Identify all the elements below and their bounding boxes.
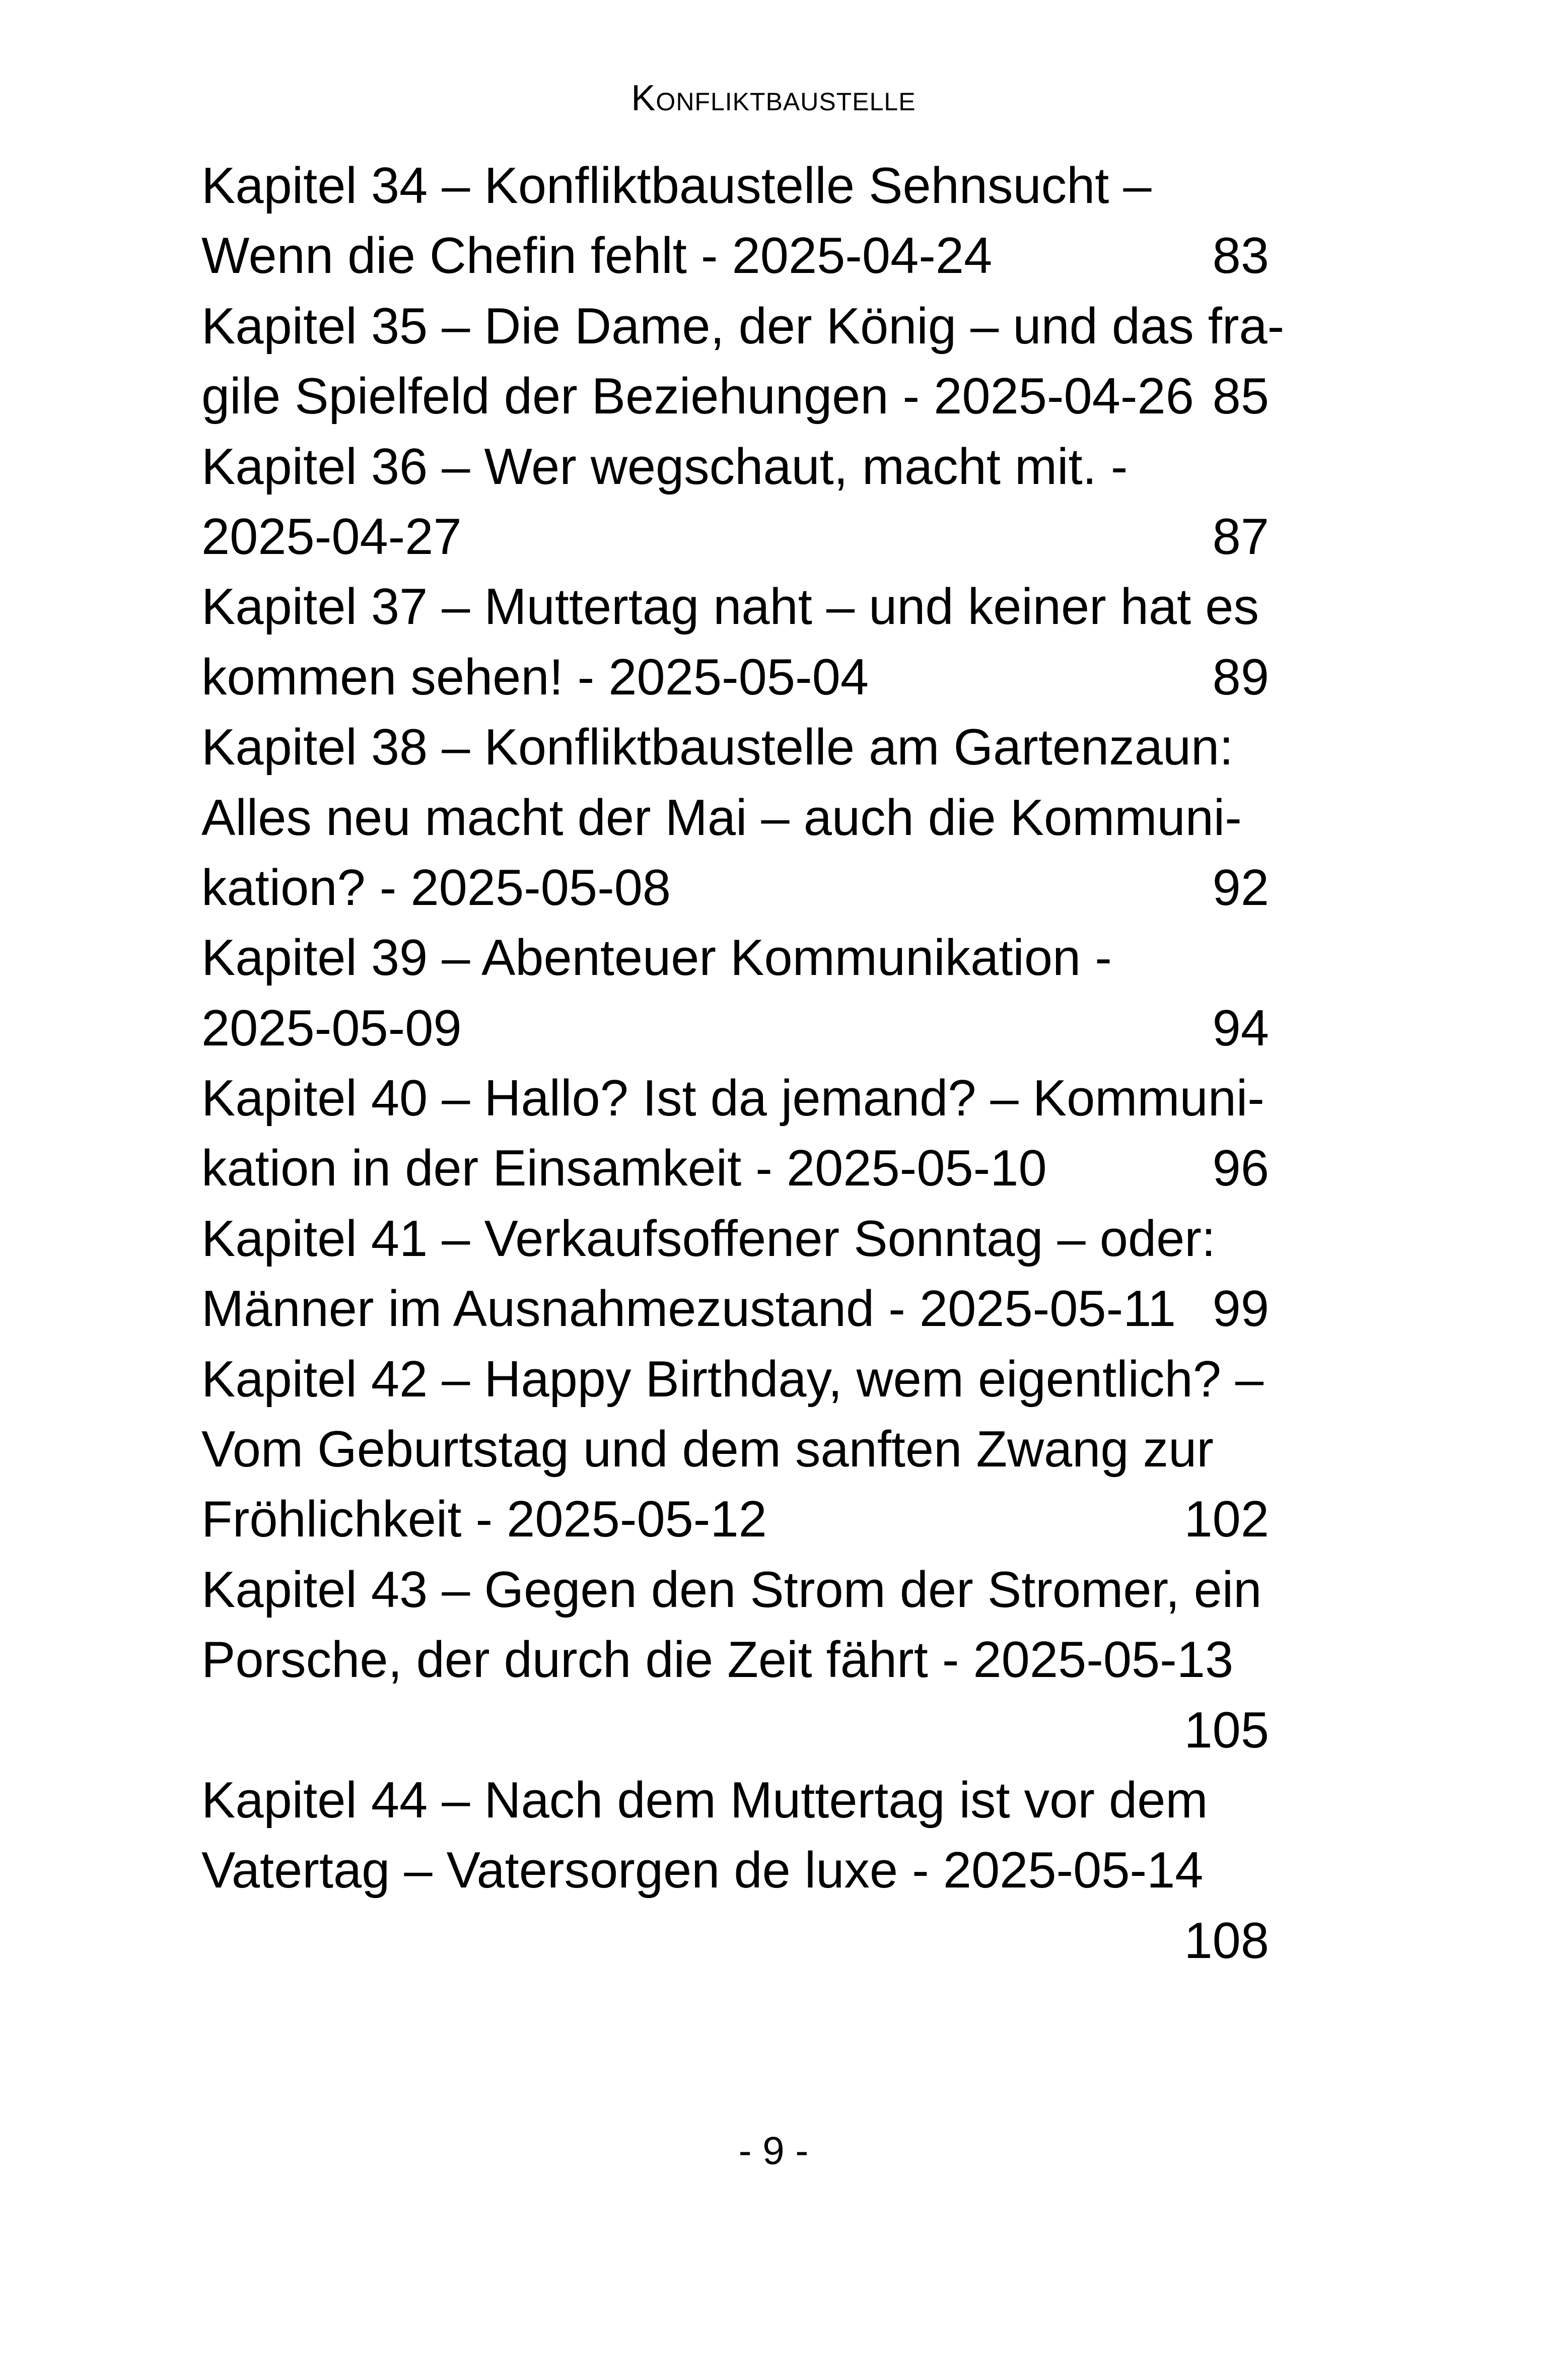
toc-entry-title-text: Alles neu macht der Mai – auch die Kommuni-	[201, 789, 1242, 846]
toc-entry-title-line	[201, 362, 1269, 432]
toc-entry-title-line	[201, 502, 1269, 572]
toc-entry-page-number: 87	[1212, 508, 1269, 565]
toc-entry-page-number: 99	[1212, 1281, 1269, 1338]
toc-entry-title-line	[201, 1064, 1269, 1134]
toc-entry-title-line	[201, 1134, 1269, 1204]
toc-entry-title-line	[201, 1555, 1269, 1625]
toc-entry[interactable]	[201, 151, 1269, 292]
toc-entry-page-number: 85	[1212, 368, 1269, 425]
toc-entry-title-line	[201, 1766, 1269, 1836]
toc-entry-title-text: Kapitel 42 – Happy Birthday, wem eigentlich? –	[201, 1351, 1264, 1408]
toc-entry-title-line	[201, 572, 1269, 642]
toc-entry[interactable]	[201, 292, 1285, 432]
toc-entry-page-number: 92	[1212, 859, 1269, 916]
page-number: - 9 -	[738, 2128, 809, 2173]
toc-entry-title-line	[201, 1274, 1269, 1344]
toc-entry-title-text: Kapitel 40 – Hallo? Ist da jemand? – Kommuni-	[201, 1070, 1264, 1127]
toc-entry-page-number: 96	[1212, 1140, 1269, 1197]
toc-entry-title-line	[201, 994, 1269, 1064]
toc-entry-title-line	[201, 1204, 1269, 1274]
toc-entry-title-line	[201, 923, 1269, 993]
toc-entry-title-text: Kapitel 41 – Verkaufsoffener Sonntag – oder:	[201, 1210, 1216, 1267]
toc-entry-title-line	[201, 1836, 1269, 1906]
toc-entry-title-line	[201, 783, 1269, 853]
toc-entry-title-text: 2025-05-09	[201, 1000, 462, 1057]
toc-entry-title-line	[201, 221, 1269, 291]
toc-entry-page-number: 89	[1212, 649, 1269, 706]
toc-entry[interactable]	[201, 1345, 1269, 1555]
toc-entry-title-text: Wenn die Chefin fehlt - 2025-04-24	[201, 228, 993, 285]
toc-entry-title-text: kation in der Einsamkeit - 2025-05-10	[201, 1140, 1047, 1197]
toc-entry-title-line	[201, 1415, 1269, 1485]
toc-entry-title-text: Vom Geburtstag und dem sanften Zwang zur	[201, 1421, 1214, 1478]
toc-entry[interactable]	[201, 572, 1269, 713]
toc-entry-title-line	[201, 292, 1285, 362]
table-of-contents	[201, 151, 1285, 1976]
toc-entry[interactable]	[201, 713, 1269, 923]
toc-entry-title-text: Kapitel 38 – Konfliktbaustelle am Gartenzaun:	[201, 719, 1234, 776]
toc-entry[interactable]	[201, 1555, 1269, 1766]
toc-entry[interactable]	[201, 1204, 1269, 1345]
toc-entry-title-line	[201, 151, 1269, 221]
toc-entry-page-number: 108	[1184, 1912, 1269, 1969]
toc-entry[interactable]	[201, 1064, 1269, 1204]
toc-entry-title-line	[201, 1485, 1269, 1555]
toc-entry-title-line	[201, 713, 1269, 783]
toc-entry-page-number: 102	[1184, 1491, 1269, 1548]
toc-entry-title-line	[201, 432, 1269, 502]
toc-entry-title-text: Männer im Ausnahmezustand - 2025-05-11	[201, 1281, 1176, 1338]
toc-entry-page-number: 94	[1212, 1000, 1269, 1057]
toc-entry-title-text: Vatertag – Vatersorgen de luxe - 2025-05-14	[201, 1842, 1204, 1899]
toc-entry[interactable]	[201, 432, 1269, 573]
toc-entry-title-text: Kapitel 35 – Die Dame, der König – und das fra-	[201, 298, 1285, 355]
toc-entry-title-text: Kapitel 39 – Abenteuer Kommunikation -	[201, 930, 1112, 987]
toc-entry-title-text: 2025-04-27	[201, 508, 462, 565]
toc-entry-title-text: Kapitel 36 – Wer wegschaut, macht mit. -	[201, 438, 1128, 495]
toc-entry[interactable]	[201, 923, 1269, 1064]
toc-entry-title-text: Kapitel 43 – Gegen den Strom der Stromer, ein	[201, 1561, 1262, 1618]
toc-entry-title-text: gile Spielfeld der Beziehungen - 2025-04-26	[201, 368, 1194, 425]
running-head: Konfliktbaustelle	[631, 78, 916, 118]
toc-entry-title-text: Kapitel 44 – Nach dem Muttertag ist vor dem	[201, 1772, 1208, 1829]
toc-entry-title-text: Fröhlichkeit - 2025-05-12	[201, 1491, 767, 1548]
toc-entry-title-line	[201, 853, 1269, 923]
toc-entry[interactable]	[201, 1766, 1269, 1976]
toc-entry-title-line	[201, 1345, 1269, 1415]
toc-entry-page-number: 105	[1184, 1702, 1269, 1759]
toc-entry-title-text: Porsche, der durch die Zeit fährt - 2025-05-13	[201, 1632, 1234, 1689]
toc-entry-title-text: Kapitel 34 – Konfliktbaustelle Sehnsucht –	[201, 158, 1152, 214]
toc-entry-title-line	[201, 643, 1269, 713]
toc-entry-title-line	[201, 1625, 1269, 1695]
toc-entry-page-number: 83	[1212, 228, 1269, 285]
toc-entry-title-text: Kapitel 37 – Muttertag naht – und keiner hat es	[201, 579, 1259, 636]
toc-entry-title-text: kommen sehen! - 2025-05-04	[201, 649, 869, 706]
toc-entry-title-text: kation? - 2025-05-08	[201, 859, 671, 916]
